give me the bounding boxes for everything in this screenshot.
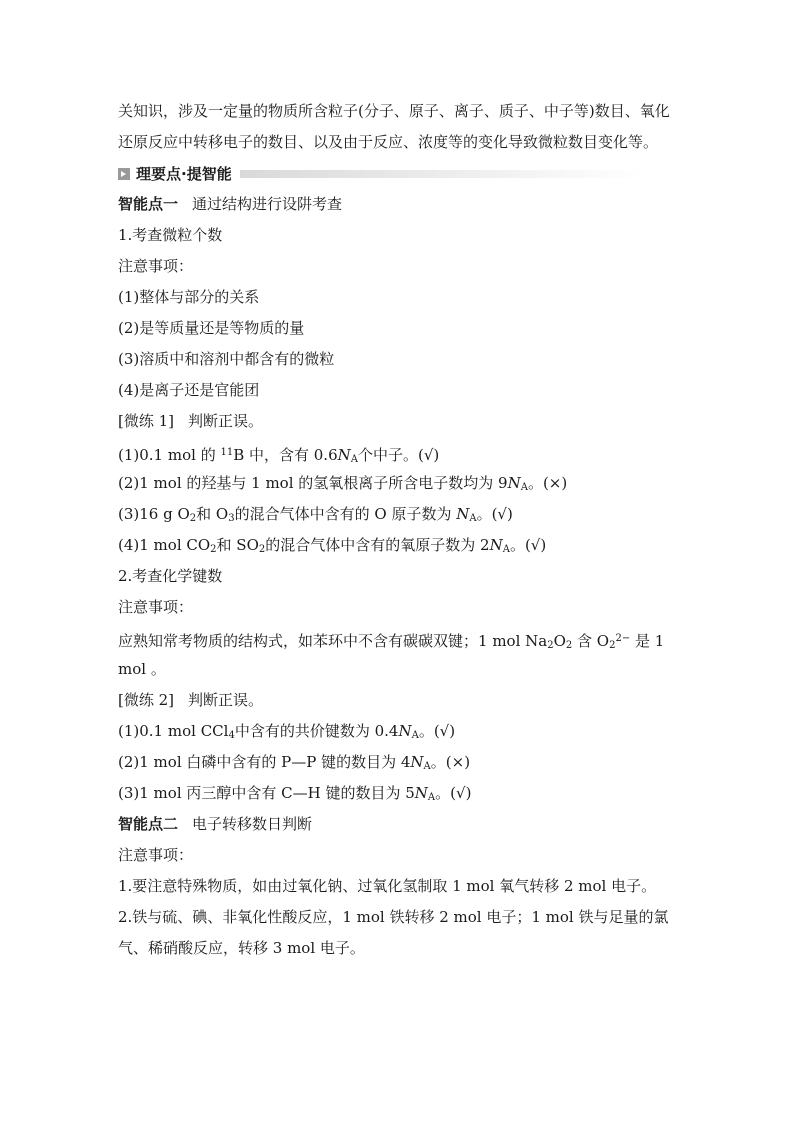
- note-item: (1)整体与部分的关系: [118, 288, 260, 306]
- exercise-1-item-4: (4)1 mol $CO_2$和 $SO_2$的混合气体中含有的氧原子数为 $2N_A$。(√): [118, 536, 547, 555]
- subheading-bonds: 2.考查化学键数: [118, 567, 223, 585]
- note-item: (4)是离子还是官能团: [118, 381, 260, 399]
- notes-label: 注意事项：: [118, 846, 194, 864]
- point-heading-2: 智能点二 电子转移数日判断: [118, 815, 313, 833]
- point-heading-1: 智能点一 通过结构进行设阱考查: [118, 195, 343, 213]
- electron-note-1: 1.要注意特殊物质，如由过氧化钠、过氧化氢制取 1 mol 氧气转移 2 mol 电子。: [118, 877, 657, 895]
- exercise-2-item-2: (2)1 mol 白磷中含有的 P—P 键的数目为 $4N_A$。(×): [118, 753, 471, 772]
- exercise-2-header: [微练 2] 判断正误。: [118, 691, 264, 709]
- note-item: (2)是等质量还是等物质的量: [118, 319, 305, 337]
- bond-note: 应熟知常考物质的结构式，如苯环中不含有碳碳双键；1 mol $Na_2O_2$ 含 $O_2^{2-}$ 是 1: [118, 632, 665, 651]
- intro-paragraph: 关知识，涉及一定量的物质所含粒子(分子、原子、离子、质子、中子等)数目、氧化还原反应中转移电子的数目、以及由于反应、浓度等的变化导致微粒数目变化等。: [118, 102, 670, 151]
- play-icon: [118, 168, 130, 180]
- note-item: (3)溶质中和溶剂中都含有的微粒: [118, 350, 335, 368]
- document-body: [118, 96, 684, 964]
- electron-note-2: 2.铁与硫、碘、非氧化性酸反应，1 mol 铁转移 2 mol 电子；1 mol 铁与足量的氯气、稀硝酸反应，转移 3 mol 电子。: [118, 908, 669, 957]
- section-header: [118, 158, 684, 189]
- notes-label: 注意事项：: [118, 598, 194, 616]
- bond-note-cont: mol 。: [118, 660, 166, 678]
- exercise-1-item-1: (1)0.1 mol 的 $^{11}$B 中，含有 $0.6N_A$个中子。(√): [118, 446, 440, 465]
- notes-label: 注意事项：: [118, 257, 194, 275]
- exercise-1-header: [微练 1] 判断正误。: [118, 412, 264, 430]
- section-rule: [240, 170, 644, 178]
- section-title: 理要点·提智能: [136, 165, 232, 183]
- exercise-2-item-3: (3)1 mol 丙三醇中含有 C—H 键的数目为 $5N_A$。(√): [118, 784, 472, 803]
- exercise-2-item-1: (1)0.1 mol CCl$_4$中含有的共价键数为 $0.4N_A$。(√): [118, 722, 456, 741]
- exercise-1-item-3: (3)16 g $O_2$和 $O_3$的混合气体中含有的 O 原子数为 $N_A$。(√): [118, 505, 513, 524]
- exercise-1-item-2: (2)1 mol 的羟基与 1 mol 的氢氧根离子所含电子数均为 $9N_A$。(×): [118, 474, 568, 493]
- subheading-particles: 1.考查微粒个数: [118, 226, 223, 244]
